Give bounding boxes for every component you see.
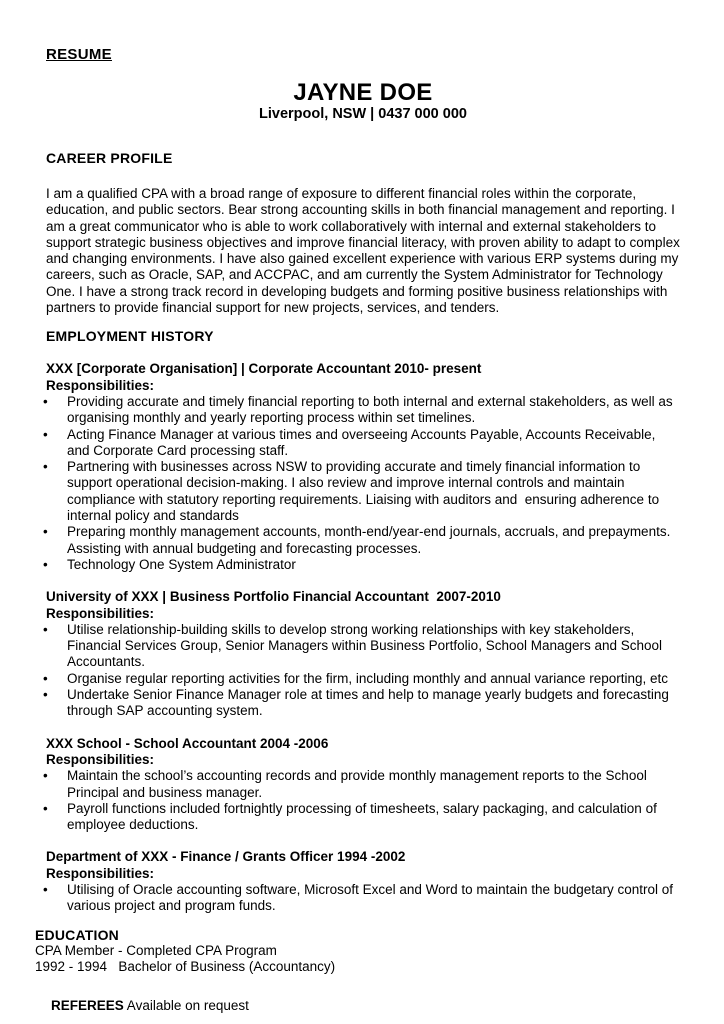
job-bullet-list xyxy=(46,394,680,573)
job-bullet: • Utilising of Oracle accounting software, Microsoft Excel and Word to maintain the budgetary control of various project and program funds. xyxy=(67,882,680,915)
referees-label: REFEREES xyxy=(51,997,124,1013)
job-bullet: • Acting Finance Manager at various times and overseeing Accounts Payable, Accounts Receivable, and Corporate Card processing staff. xyxy=(67,427,680,460)
education-line: 1992 - 1994 Bachelor of Business (Accountancy) xyxy=(35,959,336,975)
employment-heading: EMPLOYMENT HISTORY xyxy=(46,328,214,345)
job-bullet: • Payroll functions included fortnightly processing of timesheets, salary packaging, and calculation of employee deductions. xyxy=(67,801,680,834)
job-entry-department xyxy=(46,849,680,914)
resume-header xyxy=(46,80,680,123)
referees-line xyxy=(36,981,680,1024)
job-entry-school xyxy=(46,736,680,834)
job-title: University of XXX | Business Portfolio Financial Accountant 2007-2010 xyxy=(46,589,501,605)
job-title: XXX [Corporate Organisation] | Corporate Accountant 2010- present xyxy=(46,361,482,377)
career-profile-heading: CAREER PROFILE xyxy=(46,150,173,166)
referees-text: Available on request xyxy=(123,997,249,1013)
job-bullet: • Undertake Senior Finance Manager role at times and help to manage yearly budgets and forecasting through SAP accounting system. xyxy=(67,687,680,720)
job-bullet: • Maintain the school’s accounting records and provide monthly management reports to the School Principal and business manager. xyxy=(67,768,680,801)
career-profile-section xyxy=(46,150,684,316)
responsibilities-label: Responsibilities: xyxy=(46,377,155,393)
job-entry-university xyxy=(46,589,680,719)
job-bullet-list xyxy=(46,622,680,720)
responsibilities-label: Responsibilities: xyxy=(46,751,155,767)
job-bullet: • Organise regular reporting activities for the firm, including monthly and annual variance reporting, etc xyxy=(67,671,680,687)
job-bullet: • Preparing monthly management accounts, month-end/year-end journals, accruals, and prepayments. Assisting with annual budgeting and forecasting processes. xyxy=(67,524,680,557)
document-label: RESUME xyxy=(46,46,112,63)
job-entry-corporate xyxy=(46,361,680,573)
job-bullet-list xyxy=(46,882,680,915)
education-line: CPA Member - Completed CPA Program xyxy=(35,942,277,958)
job-bullet: • Partnering with businesses across NSW to providing accurate and timely financial information to support operational decision-making. I also review and improve internal controls and maintain compliance with statutory reporting requirements. Liaising with auditors and ensuring adherence to internal policy and standards xyxy=(67,459,680,524)
job-bullet: • Utilise relationship-building skills to develop strong working relationships with key stakeholders, Financial Services Group, Senior Managers within Business Portfolio, School Managers and School Accountants. xyxy=(67,622,680,671)
job-title: Department of XXX - Finance / Grants Officer 1994 -2002 xyxy=(46,849,406,865)
job-bullet: • Technology One System Administrator xyxy=(67,557,680,573)
contact-line: Liverpool, NSW | 0437 000 000 xyxy=(259,106,467,122)
candidate-name: JAYNE DOE xyxy=(293,79,433,106)
career-profile-body: I am a qualified CPA with a broad range of exposure to different financial roles within the corporate, education, and public sectors. Bear strong accounting skills in both financial management and reporting. I am a great communicator who is able to work collaboratively with internal and external stakeholders to support strategic business objectives and improve financial literacy, with proven ability to adapt to complex and changing environments. I have also gained excellent experience with various ERP systems during my careers, such as Oracle, SAP, and ACCPAC, and am currently the System Administrator for Technology One. I have a strong track record in developing budgets and forming positive business relationships with partners to provide financial support for new projects, services, and tenders. xyxy=(46,186,684,316)
job-bullet: • Providing accurate and timely financial reporting to both internal and external stakeholders, as well as organising monthly and yearly reporting process within set timelines. xyxy=(67,394,680,427)
job-title: XXX School - School Accountant 2004 -2006 xyxy=(46,735,329,751)
employment-section xyxy=(46,328,680,914)
job-bullet-list xyxy=(46,768,680,833)
education-heading: EDUCATION xyxy=(35,926,119,943)
responsibilities-label: Responsibilities: xyxy=(46,865,155,881)
education-section xyxy=(35,927,680,976)
responsibilities-label: Responsibilities: xyxy=(46,605,155,621)
